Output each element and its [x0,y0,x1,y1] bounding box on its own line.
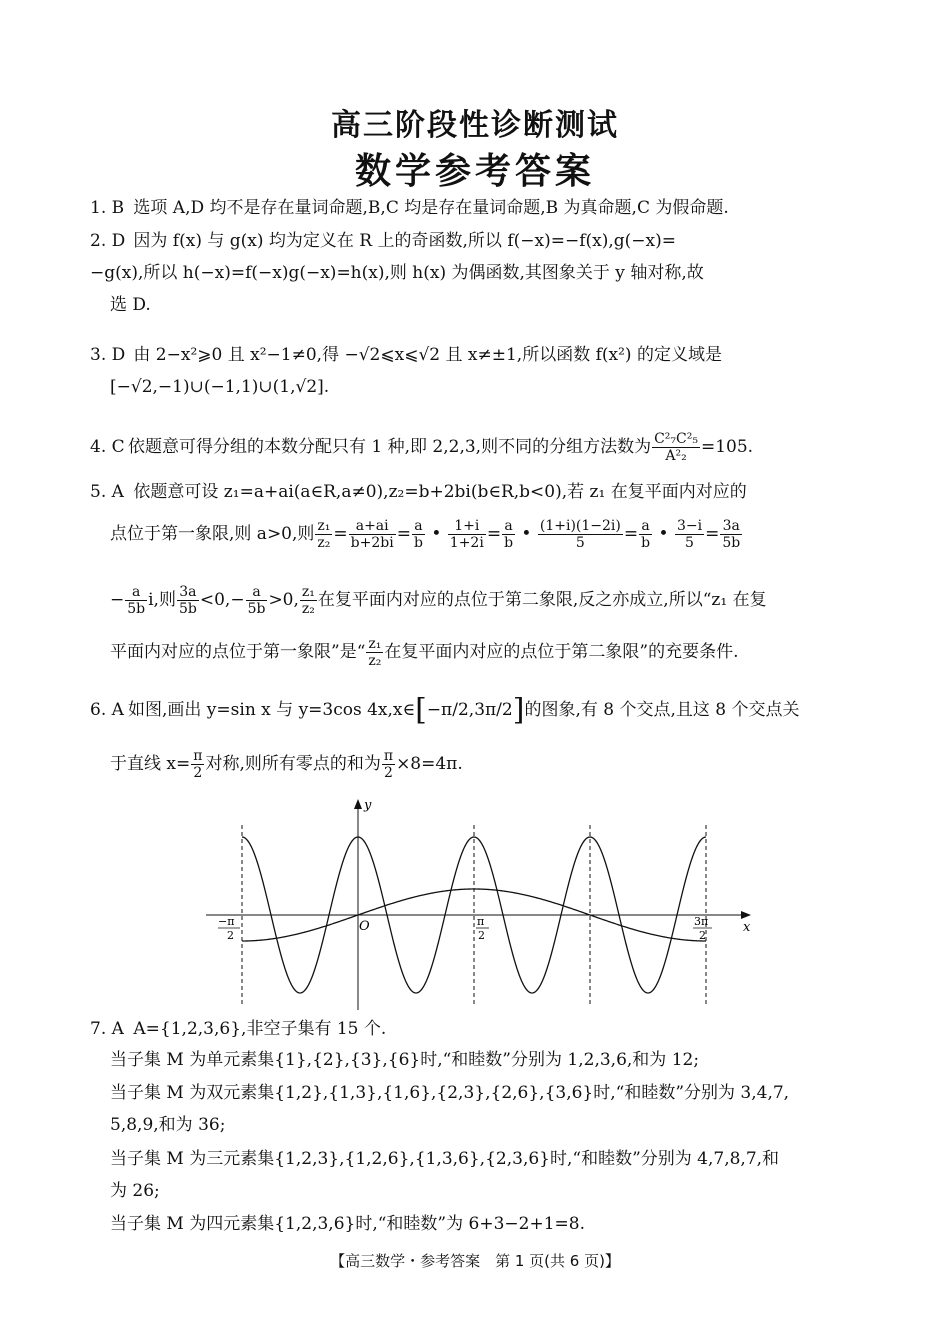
tick-label-pi2: π [477,915,485,928]
q5-frac-a: $\frac{a+ai}{b+2bi}$ [350,518,394,551]
q4-result: =105. [700,437,754,457]
q5-frac-a5b: $\frac{a}{5b}$ [127,584,146,617]
svg-text:2: 2 [227,929,234,942]
svg-text:2: 2 [478,929,485,942]
q1-text: 选项 A,D 均不是存在量词命题,B,C 均是存在量词命题,B 为真命题,C 为假命题. [133,198,729,218]
q4-line [90,425,870,469]
q6-interval-lo: −π/2 [426,700,469,720]
page-footer: 【高三数学・参考答案 第 1 页(共 6 页)】 [330,1252,620,1270]
q5-frac-ab3: $\frac{a}{b}$ [641,518,651,551]
q4-text: 依题意可得分组的本数分配只有 1 种,即 2,2,3,则不同的分组方法数为 [128,437,652,457]
q7-number: 7. A [90,1019,124,1039]
q2-line2: −g(x),所以 h(−x)=f(−x)g(−x)=h(x),则 h(x) 为偶函数,其图象关于 y 轴对称,故 [90,263,704,283]
q5-text3b: <0, [199,590,231,610]
function-graph [198,795,768,1015]
q2-number: 2. D [90,231,126,251]
q5-frac-z1z2-3: $\frac{\text{z₁}}{\text{z₂}}$ [368,636,382,669]
q2-line1 [90,229,870,253]
q6-line2 [110,742,890,786]
q1-line [90,196,870,220]
q5-line4 [110,630,890,674]
q6-text2a: 于直线 x= [110,754,191,774]
q5-frac-ab: $\frac{a}{b}$ [413,518,423,551]
tick-label-neg-pi2: −π [218,915,235,928]
q5-frac-a5b-2: $\frac{a}{5b}$ [247,584,266,617]
q5-frac-1i: $\frac{1+i}{1+2i}$ [449,518,484,551]
x-axis-arrow [741,911,751,919]
y-axis-label: y [364,798,372,813]
q4-number: 4. C [90,437,125,457]
q4-fraction: $\frac{\text{C²₇C²₅}}{\text{A²₂}}$ [654,431,698,464]
q6-text2b: 对称,则所有零点的和为 [205,754,381,774]
q5-text4a: 平面内对应的点位于第一象限”是“ [110,642,366,662]
q3-text1: 由 2−x²⩾0 且 x²−1≠0,得 −√2⩽x⩽√2 且 x≠±1,所以函数 f(x²) 的定义域是 [133,345,722,365]
q5-frac-3i: $\frac{3-i}{5}$ [676,518,703,551]
q6-line1: 6. A 如图,画出 y=sin x 与 y=3cos 4x,x∈[−π/2,3π/2]的图象,有 8 个交点,且这 8 个交点关 [90,688,870,732]
q6-text1a: 如图,画出 y=sin x 与 y=3cos 4x,x∈ [128,700,416,720]
q6-frac-pi2: $\frac{\pi}{2}$ [193,748,203,781]
q5-line1 [90,480,870,504]
q5-frac-3a5b: $\frac{3a}{5b}$ [722,518,741,551]
q3-line2: [−√2,−1)∪(−1,1)∪(1,√2]. [110,377,330,397]
q5-number: 5. A [90,482,124,502]
q7-line1 [90,1017,870,1041]
q7-line7: 当子集 M 为四元素集{1,2,3,6}时,“和睦数”为 6+3−2+1=8. [110,1214,585,1234]
q6-text1b: 的图象,有 8 个交点,且这 8 个交点关 [524,700,800,720]
q6-interval-hi: 3π/2 [474,700,513,720]
q7-line4: 5,8,9,和为 36; [110,1115,226,1135]
doc-subtitle: 数学参考答案 [354,151,595,192]
q5-text4b: 在复平面内对应的点位于第二象限”的充要条件. [384,642,739,662]
q5-text2: 点位于第一象限,则 a>0,则 [110,524,315,544]
q6-number: 6. A [90,700,124,720]
tick-label-3pi2: 3π [694,915,709,928]
q7-line6: 为 26; [110,1181,160,1201]
q5-text1: 依题意可设 z₁=a+ai(a∈R,a≠0),z₂=b+2bi(b∈R,b<0),若 z₁ 在复平面内对应的 [133,482,747,502]
q7-line3: 当子集 M 为双元素集{1,2},{1,3},{1,6},{2,3},{2,6},{3,6}时,“和睦数”分别为 3,4,7, [110,1083,790,1103]
q7-line2: 当子集 M 为单元素集{1},{2},{3},{6}时,“和睦数”分别为 1,2,3,6,和为 12; [110,1050,700,1070]
q2-text1: 因为 f(x) 与 g(x) 均为定义在 R 上的奇函数,所以 f(−x)=−f(x),g(−x)= [133,231,676,251]
q5-text3d: 在复平面内对应的点位于第二象限,反之亦成立,所以“z₁ 在复 [317,590,767,610]
q5-text3c: >0, [268,590,299,610]
q5-frac-z1z2: $\frac{\text{z₁}}{\text{z₂}}$ [317,518,331,551]
svg-text:2: 2 [699,929,706,942]
q5-frac-ab2: $\frac{a}{b}$ [504,518,514,551]
q5-line2: 点位于第一象限,则 a>0,则 $\frac{\text{z₁}}{\text{z₂}}$ = $\frac{a+ai}{b+2bi}$ = $\frac{a}{b}$ • $\frac{1+i}{1+2i}$ = $\frac{a}{b}$ • $\frac{(1+i)(1-2i)}{5}$ = $\frac{a}{b}$ • $\frac{3-i}{5}$ = $\frac{3a}{5b}$ [110,518,741,551]
q5-frac-z1z2-2: $\frac{\text{z₁}}{\text{z₂}}$ [301,584,315,617]
q3-number: 3. D [90,345,126,365]
q1-number: 1. B [90,198,125,218]
q5-line3: − $\frac{a}{5b}$ i,则 $\frac{3a}{5b}$ <0,− $\frac{a}{5b}$ >0, $\frac{\text{z₁}}{\text{z₂}}$ 在复平面内对应的点位于第二象限,反之亦成立,所以“z₁ 在复 [110,584,767,617]
q2-line3: 选 D. [110,295,151,315]
q7-line5: 当子集 M 为三元素集{1,2,3},{1,2,6},{1,3,6},{2,3,6}时,“和睦数”分别为 4,7,8,7,和 [110,1149,780,1169]
q3-line1 [90,343,870,367]
y-axis-arrow [354,799,362,809]
q6-frac-pi2-b: $\frac{\pi}{2}$ [383,748,394,781]
q7-text1: A={1,2,3,6},非空子集有 15 个. [133,1019,387,1039]
x-axis-label: x [743,920,751,935]
q5-frac-prod: $\frac{(1+i)(1-2i)}{5}$ [539,518,621,551]
doc-title: 高三阶段性诊断测试 [331,108,619,143]
q5-frac-3a5b-2: $\frac{3a}{5b}$ [178,584,197,617]
q6-text2c: ×8=4π. [396,754,463,774]
origin-label: O [359,919,370,934]
q5-text3a: i,则 [148,590,176,610]
